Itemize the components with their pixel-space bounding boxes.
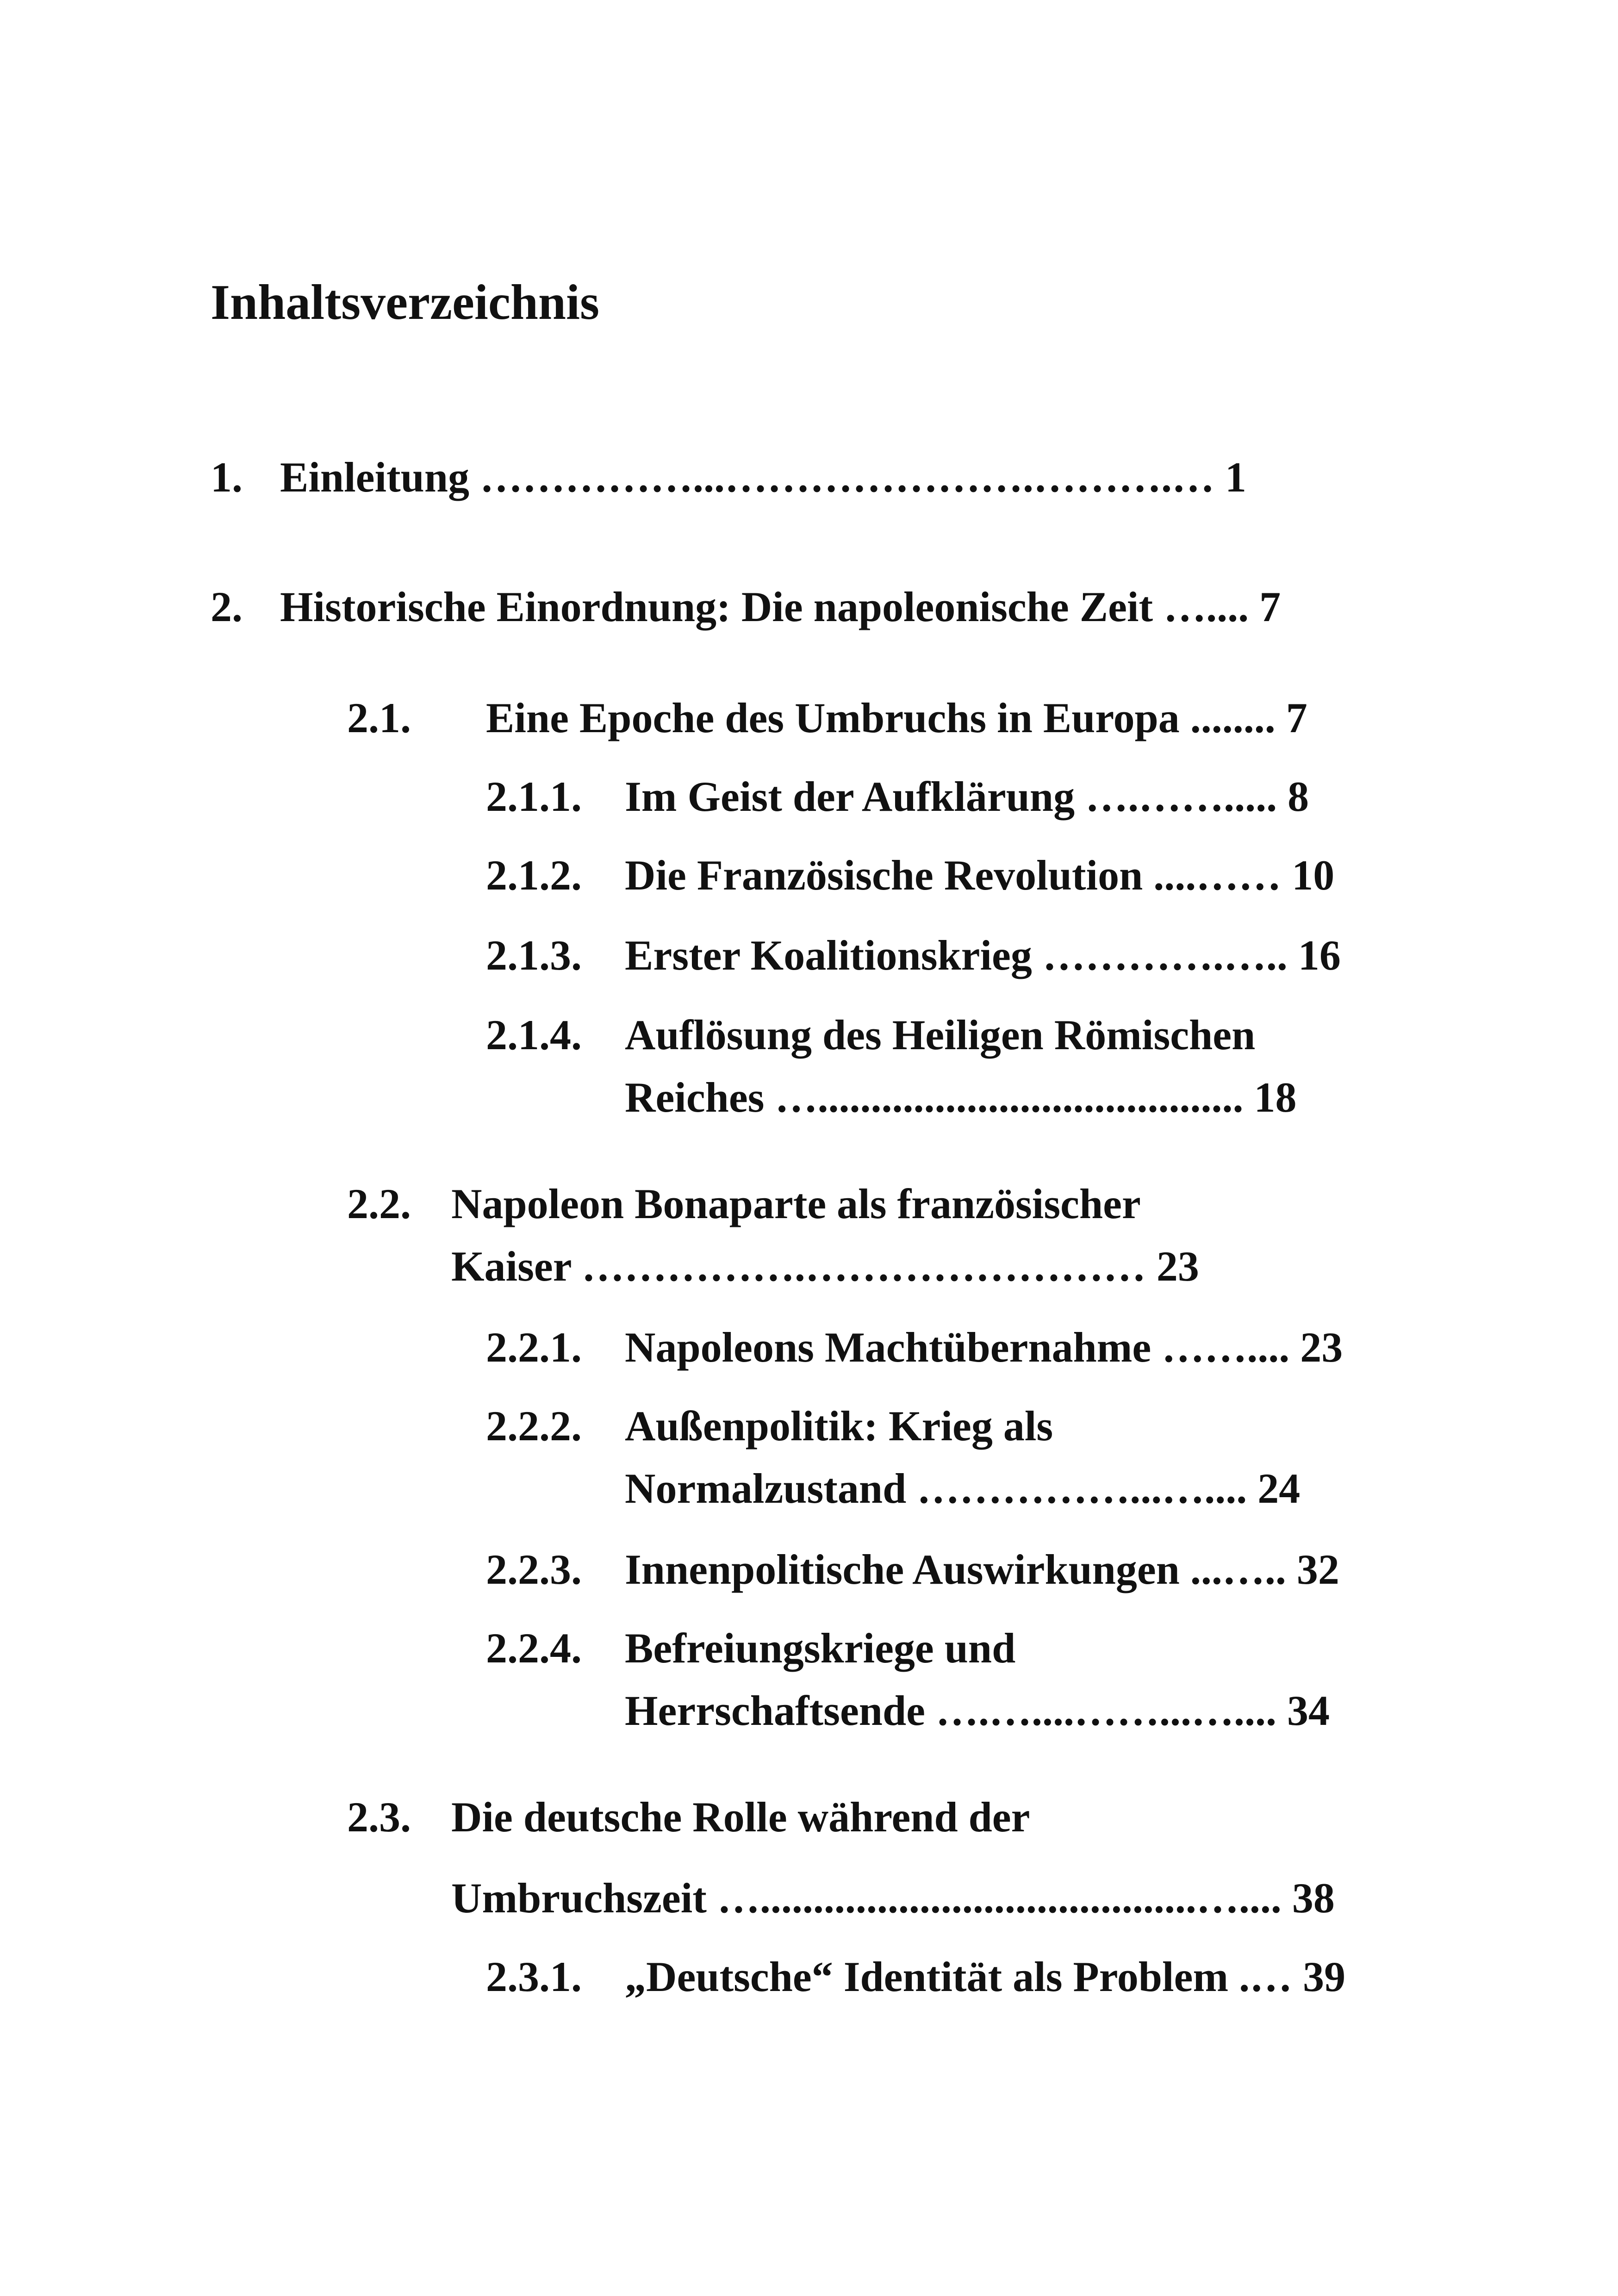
toc-entry-title: Außenpolitik: Krieg als <box>625 1402 1053 1450</box>
toc-entry-title: „Deutsche“ Identität als Problem .… 39 <box>625 1953 1346 2000</box>
toc-entry-title: Eine Epoche des Umbruchs in Europa ........ 7 <box>486 694 1307 741</box>
toc-entry-title: Historische Einordnung: Die napoleonische Zeit ….... 7 <box>280 583 1281 630</box>
toc-entry-continuation: Kaiser …………….…………………… 23 <box>451 1243 1199 1290</box>
toc-entry-number: 2. <box>211 583 243 630</box>
toc-entry-number: 2.2. <box>347 1180 411 1227</box>
toc-entry-title: Innenpolitische Auswirkungen ...….. 32 <box>625 1546 1339 1593</box>
toc-entry-number: 2.1.1. <box>486 773 582 820</box>
toc-entry-title: Napoleons Machtübernahme …….... 23 <box>625 1324 1343 1371</box>
toc-entry-title: Die Französische Revolution ....…… 10 <box>625 852 1335 899</box>
toc-entry-number: 2.3.1. <box>486 1953 582 2000</box>
toc-entry-continuation: Normalzustand ……………...….... 24 <box>625 1465 1301 1512</box>
toc-entry-number: 2.1.2. <box>486 852 582 899</box>
toc-entry-continuation: Umbruchszeit ….........................................….... 38 <box>451 1874 1335 1922</box>
toc-entry-title: Auflösung des Heiligen Römischen <box>625 1011 1256 1058</box>
toc-entry-number: 2.2.2. <box>486 1402 582 1450</box>
toc-entry-title: Napoleon Bonaparte als französischer <box>451 1180 1141 1227</box>
toc-entry-continuation: Reiches …........................................ 18 <box>625 1074 1297 1121</box>
toc-entry-number: 2.2.1. <box>486 1324 582 1371</box>
toc-entry-number: 2.2.3. <box>486 1546 582 1593</box>
toc-entry-title: Erster Koalitionskrieg ………….….. 16 <box>625 932 1341 979</box>
toc-entry-continuation: Herrschaftsende ….…....……...….... 34 <box>625 1687 1330 1734</box>
toc-entry-number: 2.1.3. <box>486 932 582 979</box>
toc-entry-title: Im Geist der Aufklärung ….……..... 8 <box>625 773 1309 820</box>
toc-entry-number: 2.2.4. <box>486 1624 582 1672</box>
toc-heading: Inhaltsverzeichnis <box>211 275 600 330</box>
toc-entry-number: 1. <box>211 454 243 501</box>
toc-entry-title: Einleitung ……………...………………….……….… 1 <box>280 454 1247 501</box>
toc-entry-title: Die deutsche Rolle während der <box>451 1793 1030 1841</box>
toc-entry-number: 2.1.4. <box>486 1011 582 1058</box>
toc-entry-title: Befreiungskriege und <box>625 1624 1016 1672</box>
toc-entry-number: 2.1. <box>347 694 411 741</box>
toc-entry-number: 2.3. <box>347 1793 411 1841</box>
